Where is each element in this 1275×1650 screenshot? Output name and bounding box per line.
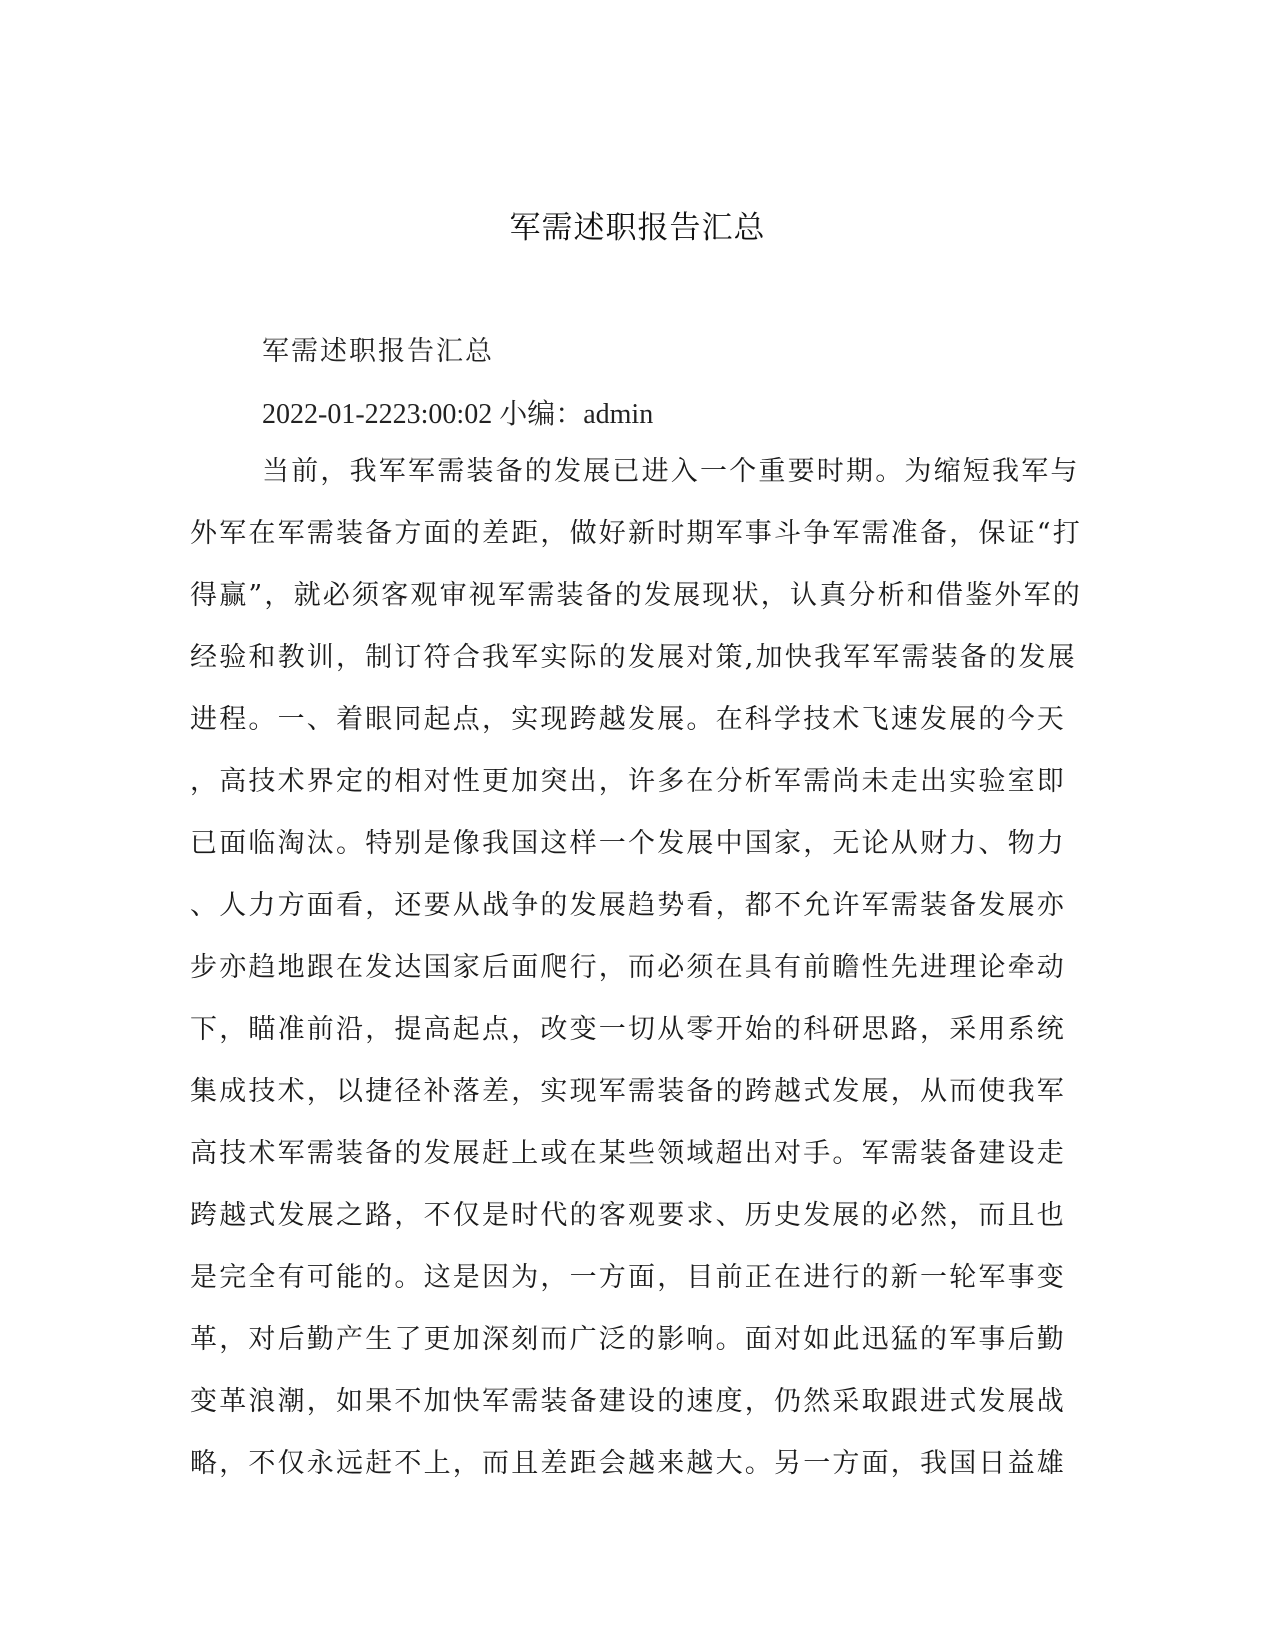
body-line: 当前，我军军需装备的发展已进入一个重要时期。为缩短我军与	[262, 456, 1080, 487]
body-line: 进程。一、着眼同起点，实现跨越发展。在科学技术飞速发展的今天	[190, 704, 1066, 735]
body-line: 变革浪潮，如果不加快军需装备建设的速度，仍然采取跟进式发展战	[190, 1386, 1066, 1417]
body-line: ，高技术界定的相对性更加突出，许多在分析军需尚未走出实验室即	[190, 766, 1066, 797]
body-line: 已面临淘汰。特别是像我国这样一个发展中国家，无论从财力、物力	[190, 828, 1066, 859]
document-title: 军需述职报告汇总	[509, 210, 766, 246]
body-line: 高技术军需装备的发展赶上或在某些领域超出对手。军需装备建设走	[190, 1138, 1066, 1169]
body-paragraph	[190, 454, 1083, 1508]
body-line: 得赢”，就必须客观审视军需装备的发展现状，认真分析和借鉴外军的	[190, 580, 1083, 611]
document-subtitle: 军需述职报告汇总	[262, 336, 494, 367]
body-line: 经验和教训，制订符合我军实际的发展对策,加快我军军需装备的发展	[190, 642, 1077, 673]
body-line: 下，瞄准前沿，提高起点，改变一切从零开始的科研思路，采用系统	[190, 1014, 1066, 1045]
body-line: 、人力方面看，还要从战争的发展趋势看，都不允许军需装备发展亦	[190, 890, 1066, 921]
document-meta: 2022-01-2223:00:02 小编：admin	[262, 399, 654, 430]
body-line: 外军在军需装备方面的差距，做好新时期军事斗争军需准备，保证“打	[190, 518, 1083, 549]
body-line: 跨越式发展之路，不仅是时代的客观要求、历史发展的必然，而且也	[190, 1200, 1066, 1231]
body-line: 略，不仅永远赶不上，而且差距会越来越大。另一方面，我国日益雄	[190, 1448, 1066, 1479]
body-line: 革，对后勤产生了更加深刻而广泛的影响。面对如此迅猛的军事后勤	[190, 1324, 1066, 1355]
body-line: 集成技术，以捷径补落差，实现军需装备的跨越式发展，从而使我军	[190, 1076, 1066, 1107]
body-line: 步亦趋地跟在发达国家后面爬行，而必须在具有前瞻性先进理论牵动	[190, 952, 1066, 983]
body-line: 是完全有可能的。这是因为，一方面，目前正在进行的新一轮军事变	[190, 1262, 1066, 1293]
